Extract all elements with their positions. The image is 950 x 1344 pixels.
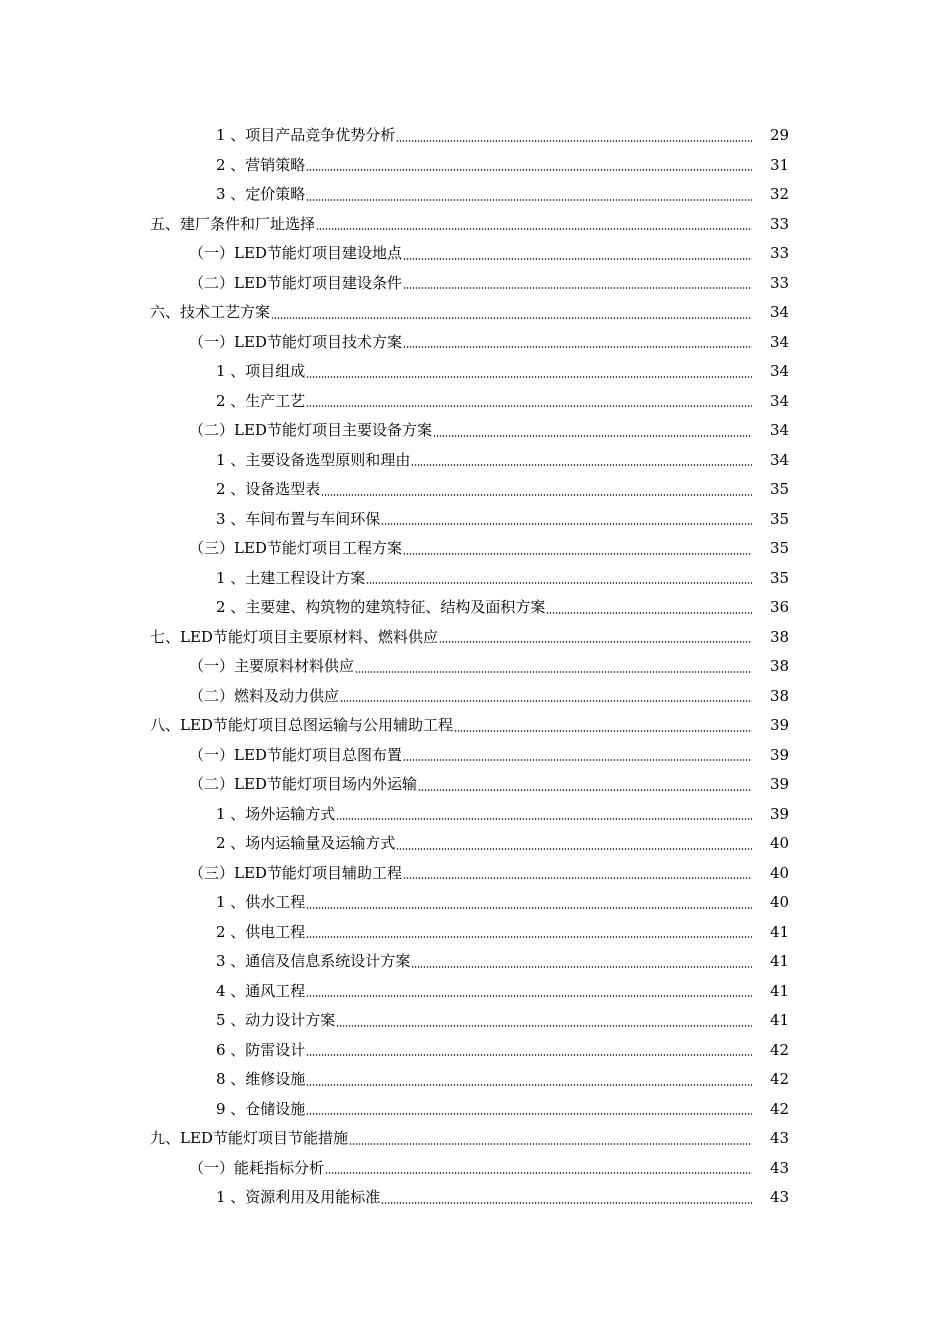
toc-entry[interactable] (0, 800, 950, 830)
toc-entry-page-number: 34 (770, 303, 790, 321)
toc-entry-page-number: 40 (770, 863, 790, 882)
toc-entry-title: （一）LED节能灯项目技术方案 (189, 332, 402, 351)
toc-entry-title: 8 、维修设施 (216, 1070, 306, 1088)
toc-entry-page-number: 34 (770, 362, 790, 380)
dot-leader (306, 405, 752, 407)
toc-entry-page-number: 38 (770, 627, 790, 646)
toc-entry-page-number: 43 (770, 1158, 790, 1177)
toc-entry-page-number: 38 (770, 657, 790, 675)
dot-leader (403, 287, 752, 289)
toc-entry-page-number: 34 (770, 421, 790, 439)
dot-leader (418, 789, 752, 791)
dot-leader (403, 346, 752, 348)
dot-leader (306, 169, 752, 171)
dot-leader (306, 1113, 752, 1115)
toc-entry[interactable] (0, 1183, 950, 1213)
toc-entry[interactable] (0, 593, 950, 623)
toc-entry-title: （一）能耗指标分析 (189, 1158, 325, 1177)
dot-leader (366, 582, 752, 584)
toc-entry-title: 2 、生产工艺 (216, 391, 306, 410)
toc-entry-page-number: 43 (770, 1129, 790, 1147)
dot-leader (411, 464, 752, 466)
dot-leader (306, 936, 752, 938)
toc-entry-page-number: 43 (770, 1188, 790, 1206)
toc-entry[interactable] (0, 1124, 950, 1154)
dot-leader (306, 199, 752, 201)
toc-entry-page-number: 32 (770, 185, 790, 203)
toc-entry-title: 1 、项目组成 (216, 362, 306, 380)
toc-entry-page-number: 42 (770, 1099, 790, 1118)
toc-entry-title: 3 、车间布置与车间环保 (216, 509, 381, 528)
toc-entry-title: 1 、主要设备选型原则和理由 (216, 450, 411, 469)
dot-leader (340, 700, 752, 702)
toc-entry[interactable] (0, 475, 950, 505)
toc-entry-page-number: 34 (770, 391, 790, 410)
toc-entry-page-number: 39 (770, 745, 790, 764)
dot-leader (546, 612, 752, 614)
toc-entry-page-number: 41 (770, 922, 790, 941)
toc-entry[interactable] (0, 505, 950, 535)
toc-entry-title: 1 、供水工程 (216, 893, 306, 911)
toc-entry[interactable] (0, 151, 950, 181)
toc-entry-page-number: 35 (770, 539, 790, 557)
dot-leader (355, 671, 752, 673)
toc-entry-page-number: 40 (770, 834, 790, 852)
toc-entry-title: 2 、供电工程 (216, 922, 306, 941)
toc-entry-title: 3 、通信及信息系统设计方案 (216, 952, 411, 970)
toc-entry-title: （一）主要原料材料供应 (189, 657, 355, 675)
toc-entry-title: （二）燃料及动力供应 (189, 686, 340, 705)
toc-entry-page-number: 33 (770, 273, 790, 292)
dot-leader (433, 435, 752, 437)
dot-leader (306, 907, 752, 909)
dot-leader (381, 1202, 752, 1204)
toc-entry-title: （二）LED节能灯项目场内外运输 (189, 775, 417, 793)
toc-entry[interactable] (0, 888, 950, 918)
toc-entry[interactable] (0, 1036, 950, 1066)
dot-leader (454, 730, 752, 732)
toc-entry-page-number: 38 (770, 686, 790, 705)
toc-entry[interactable] (0, 859, 950, 889)
toc-entry[interactable] (0, 770, 950, 800)
toc-entry-page-number: 40 (770, 893, 790, 911)
toc-entry-page-number: 33 (770, 244, 790, 262)
toc-entry-page-number: 39 (770, 804, 790, 823)
toc-entry-title: （二）LED节能灯项目建设条件 (189, 273, 402, 292)
toc-entry-title: （二）LED节能灯项目主要设备方案 (189, 421, 432, 439)
dot-leader (411, 966, 752, 968)
toc-entry-title: 2 、场内运输量及运输方式 (216, 834, 396, 852)
toc-entry-page-number: 41 (770, 952, 790, 970)
toc-entry-page-number: 35 (770, 509, 790, 528)
toc-entry[interactable] (0, 328, 950, 358)
table-of-contents (0, 121, 950, 1213)
toc-entry-title: 2 、营销策略 (216, 155, 306, 174)
toc-entry-title: （一）LED节能灯项目总图布置 (189, 745, 402, 764)
toc-entry[interactable] (0, 180, 950, 210)
toc-entry-title: （三）LED节能灯项目辅助工程 (189, 863, 402, 882)
dot-leader (403, 258, 752, 260)
toc-entry-page-number: 41 (770, 1011, 790, 1029)
toc-entry[interactable] (0, 1154, 950, 1184)
toc-entry[interactable] (0, 534, 950, 564)
toc-entry[interactable] (0, 416, 950, 446)
toc-entry-page-number: 35 (770, 568, 790, 587)
dot-leader (403, 553, 752, 555)
dot-leader (321, 494, 752, 496)
toc-entry-title: 5 、动力设计方案 (216, 1011, 336, 1029)
toc-entry-title: 六、技术工艺方案 (150, 303, 271, 321)
dot-leader (306, 995, 752, 997)
toc-entry-title: 3 、定价策略 (216, 185, 306, 203)
toc-entry-page-number: 35 (770, 480, 790, 498)
dot-leader (306, 1054, 752, 1056)
toc-entry-title: 九、LED节能灯项目节能措施 (150, 1129, 348, 1147)
toc-entry-page-number: 33 (770, 214, 790, 233)
toc-entry-title: 1 、项目产品竞争优势分析 (216, 126, 396, 144)
toc-entry[interactable] (0, 947, 950, 977)
toc-entry[interactable] (0, 682, 950, 712)
toc-entry[interactable] (0, 711, 950, 741)
toc-entry-page-number: 36 (770, 598, 790, 616)
toc-entry[interactable] (0, 652, 950, 682)
toc-entry[interactable] (0, 1006, 950, 1036)
dot-leader (336, 818, 752, 820)
dot-leader (349, 1143, 752, 1145)
toc-entry-title: 1 、土建工程设计方案 (216, 568, 366, 587)
toc-entry-page-number: 39 (770, 716, 790, 734)
dot-leader (325, 1172, 752, 1174)
dot-leader (316, 228, 752, 230)
toc-entry[interactable] (0, 1065, 950, 1095)
toc-entry-title: （一）LED节能灯项目建设地点 (189, 244, 402, 262)
dot-leader (403, 877, 752, 879)
toc-entry[interactable] (0, 564, 950, 594)
toc-entry-title: 9 、仓储设施 (216, 1099, 306, 1118)
dot-leader (271, 317, 752, 319)
dot-leader (403, 759, 752, 761)
dot-leader (439, 641, 752, 643)
toc-entry-page-number: 34 (770, 332, 790, 351)
toc-entry-page-number: 34 (770, 450, 790, 469)
toc-entry[interactable] (0, 298, 950, 328)
toc-entry[interactable] (0, 269, 950, 299)
dot-leader (381, 523, 752, 525)
dot-leader (306, 1084, 752, 1086)
toc-entry-page-number: 29 (770, 126, 790, 144)
toc-entry-title: 2 、设备选型表 (216, 480, 321, 498)
toc-entry[interactable] (0, 741, 950, 771)
toc-entry[interactable] (0, 121, 950, 151)
toc-entry-title: 2 、主要建、构筑物的建筑特征、结构及面积方案 (216, 598, 546, 616)
toc-entry-title: 1 、资源利用及用能标准 (216, 1188, 381, 1206)
toc-entry-title: 6 、防雷设计 (216, 1040, 306, 1059)
toc-entry[interactable] (0, 623, 950, 653)
toc-entry-title: 1 、场外运输方式 (216, 804, 336, 823)
dot-leader (336, 1025, 752, 1027)
toc-entry[interactable] (0, 446, 950, 476)
dot-leader (396, 848, 752, 850)
toc-entry-title: 八、LED节能灯项目总图运输与公用辅助工程 (150, 716, 453, 734)
toc-entry[interactable] (0, 918, 950, 948)
toc-entry[interactable] (0, 210, 950, 240)
toc-entry[interactable] (0, 387, 950, 417)
dot-leader (306, 376, 752, 378)
toc-entry[interactable] (0, 1095, 950, 1125)
toc-entry-title: 七、LED节能灯项目主要原材料、燃料供应 (150, 627, 438, 646)
toc-entry-title: 4 、通风工程 (216, 981, 306, 1000)
toc-entry-title: （三）LED节能灯项目工程方案 (189, 539, 402, 557)
toc-entry-page-number: 42 (770, 1070, 790, 1088)
toc-entry[interactable] (0, 977, 950, 1007)
toc-entry-page-number: 42 (770, 1040, 790, 1059)
toc-entry[interactable] (0, 357, 950, 387)
toc-entry[interactable] (0, 239, 950, 269)
toc-entry-page-number: 39 (770, 775, 790, 793)
toc-entry-page-number: 31 (770, 155, 790, 174)
toc-entry-page-number: 41 (770, 981, 790, 1000)
toc-entry[interactable] (0, 829, 950, 859)
toc-entry-title: 五、建厂条件和厂址选择 (150, 214, 316, 233)
dot-leader (396, 140, 752, 142)
